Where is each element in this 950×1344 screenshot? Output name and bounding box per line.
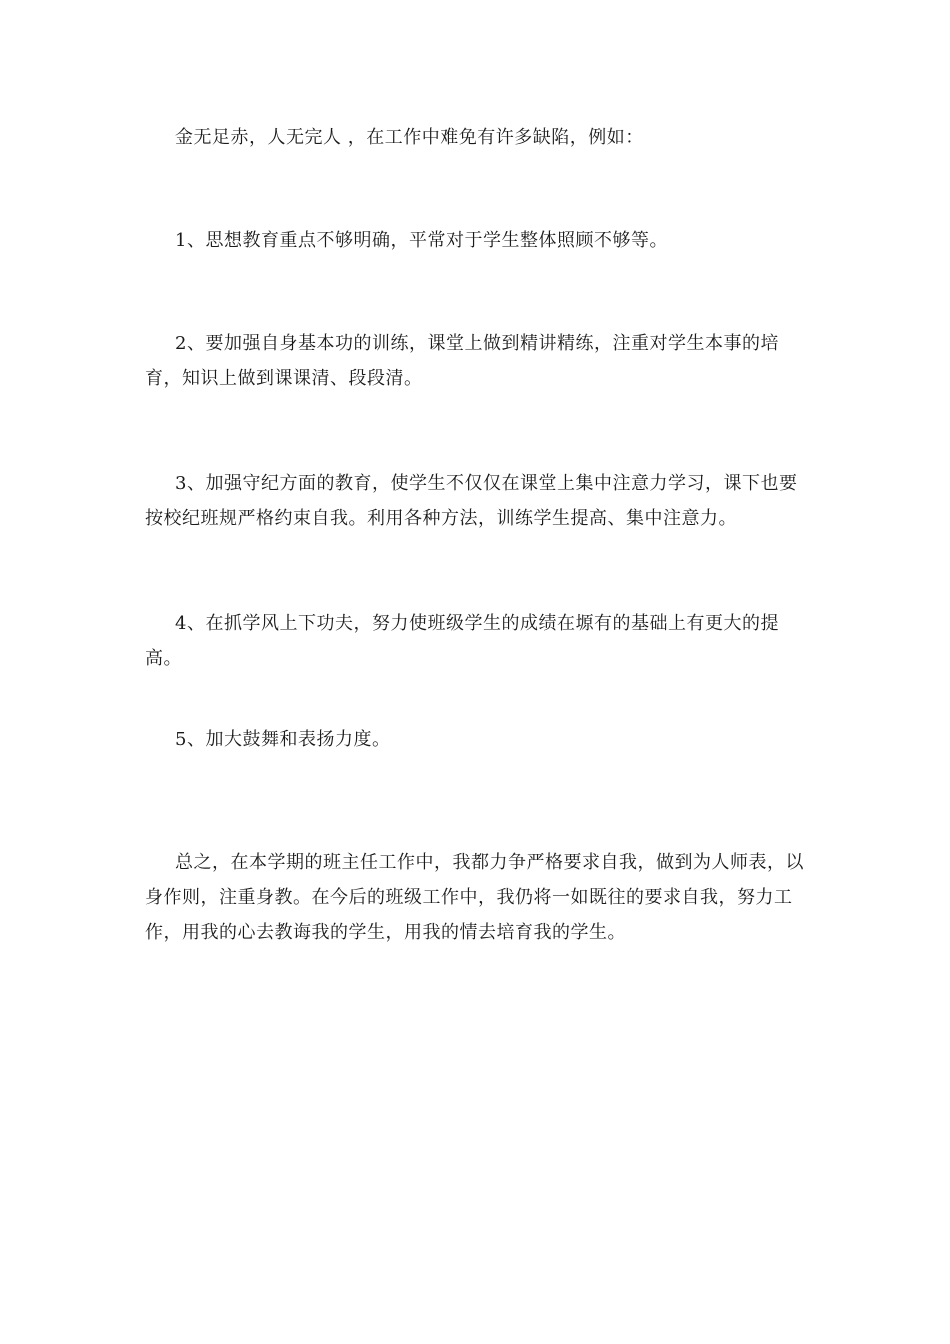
conclusion-paragraph: 总之，在本学期的班主任工作中，我都力争严格要求自我，做到为人师表，以身作则，注重身教。在今后的班级工作中，我仍将一如既往的要求自我，努力工作，用我的心去教诲我的学生，用我的情去培育我的学生。 [145,852,804,943]
list-item-3: 3、加强守纪方面的教育，使学生不仅仅在课堂上集中注意力学习，课下也要按校纪班规严格约束自我。利用各种方法，训练学生提高、集中注意力。 [145,473,798,529]
list-item-4: 4、在抓学风上下功夫，努力使班级学生的成绩在塬有的基础上有更大的提高。 [145,613,779,669]
list-item-1: 1、思想教育重点不够明确，平常对于学生整体照顾不够等。 [175,230,668,251]
intro-paragraph: 金无足赤，人无完人 ，在工作中难免有许多缺陷，例如： [175,127,644,148]
list-item-5: 5、加大鼓舞和表扬力度。 [175,729,391,750]
list-item-2: 2、要加强自身基本功的训练，课堂上做到精讲精练，注重对学生本事的培育，知识上做到课课清、段段清。 [145,333,779,389]
